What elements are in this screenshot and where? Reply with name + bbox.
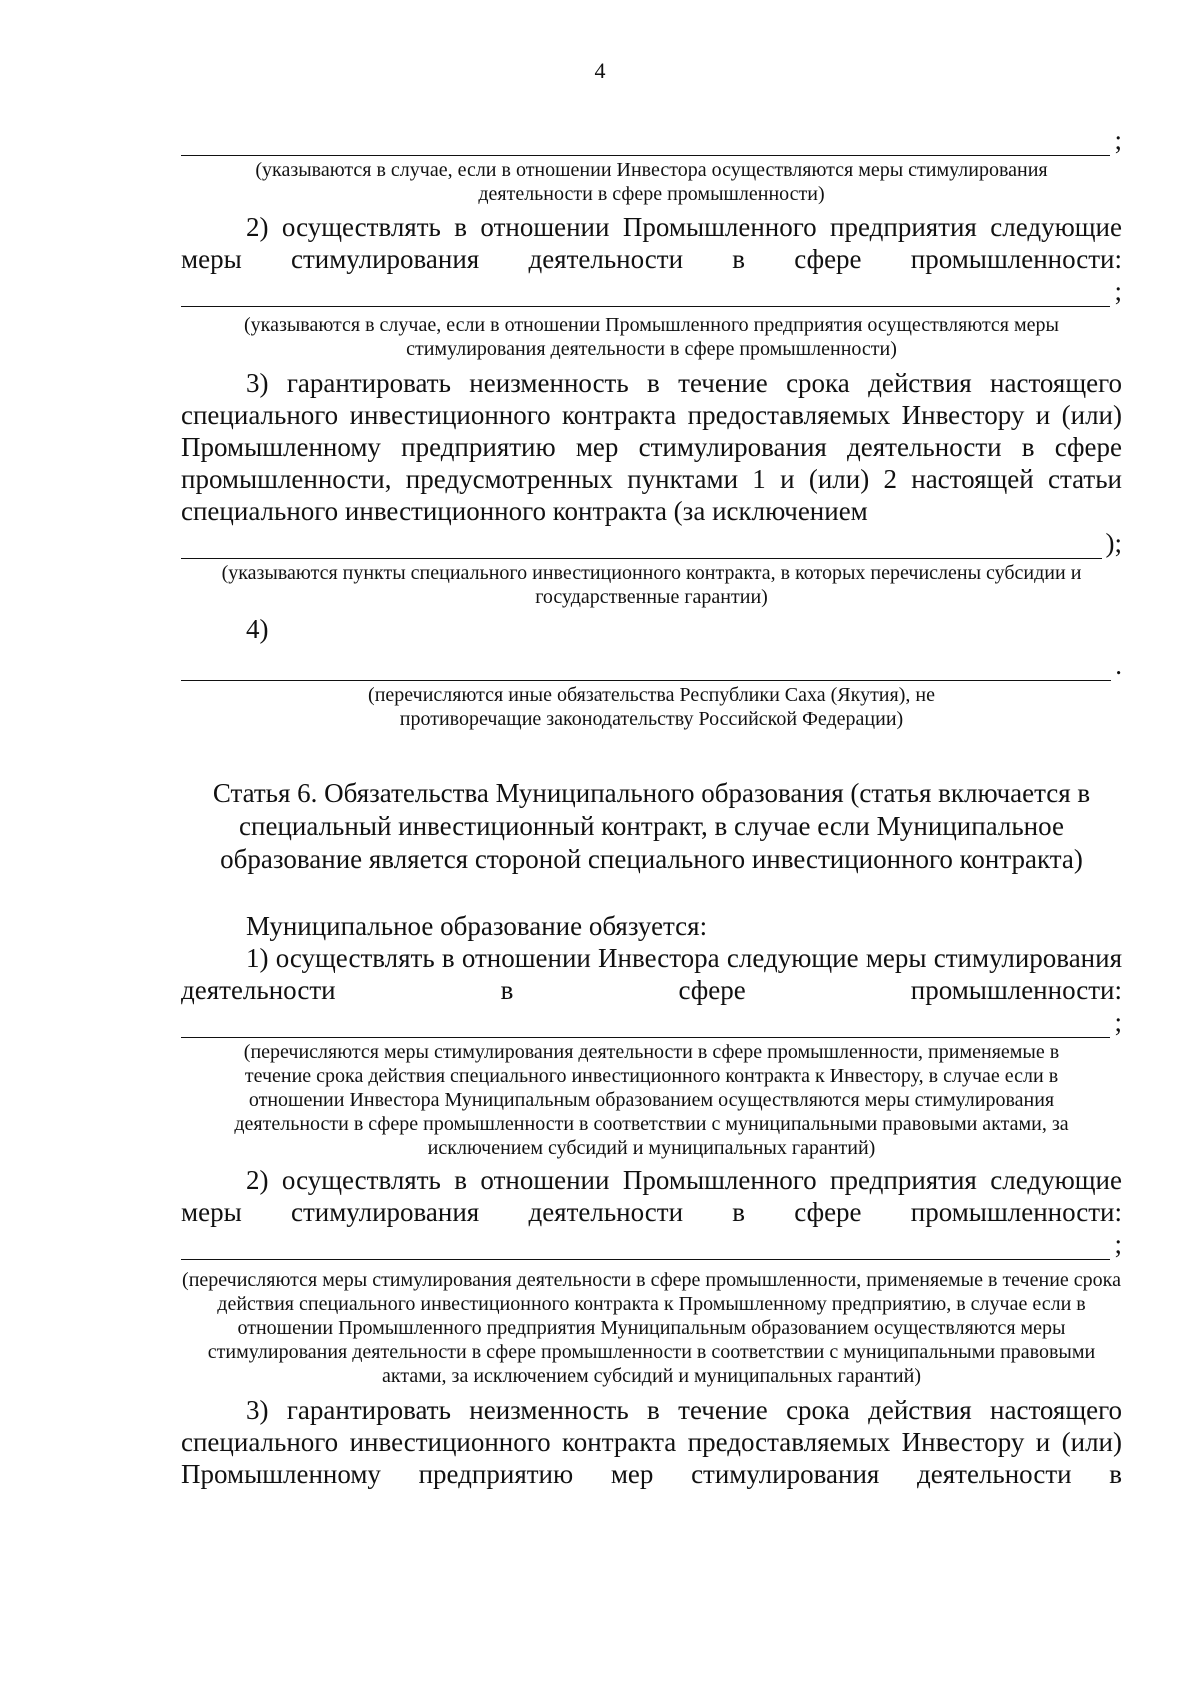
page-number: 4 xyxy=(594,58,606,83)
blank-line-1: ; xyxy=(181,124,1122,156)
note-4: (перечисляются иные обязательства Республики Саха (Якутия), не противоречащие законодательству Российской Федерации) xyxy=(368,684,935,730)
item-3: 3) гарантировать неизменность в течение срока действия настоящего специального инвестиционного контракта предоставляемых Инвестору и (или) Промышленному предприятию мер стимулирования деятельности в сфере промышленности, предусмотренных пунктами 1 и (или) 2 настоящей статьи специального инвестиционного контракта (за исключением xyxy=(181,368,1122,526)
note-3: (указываются пункты специального инвестиционного контракта, в которых перечислены субсидии и государственные гарантии) xyxy=(221,562,1082,608)
obligations-republic-block xyxy=(181,124,1122,731)
article-6-item-1: 1) осуществлять в отношении Инвестора следующие меры стимулирования деятельности в сфере промышленности: xyxy=(181,943,1122,1005)
article-6-intro: Муниципальное образование обязуется: xyxy=(246,911,708,941)
note-2: (указываются в случае, если в отношении Промышленного предприятия осуществляются меры стимулирования деятельности в сфере промышленности) xyxy=(244,314,1059,360)
blank-underline xyxy=(181,1011,1110,1038)
item-2: 2) осуществлять в отношении Промышленного предприятия следующие меры стимулирования деятельности в сфере промышленности: xyxy=(181,212,1122,274)
article-6-item-3: 3) гарантировать неизменность в течение срока действия настоящего специального инвестиционного контракта предоставляемых Инвестору и (или) Промышленному предприятию мер стимулирования деятельности в xyxy=(181,1395,1122,1489)
note-1: (указываются в случае, если в отношении Инвестора осуществляются меры стимулирования деятельности в сфере промышленности) xyxy=(255,159,1048,205)
article-6-body xyxy=(181,910,1122,1490)
article-6-heading: Статья 6. Обязательства Муниципального образования (статья включается в специальный инвестиционный контракт, в случае если Муниципальное образование является стороной специального инвестиционного контракта) xyxy=(212,778,1091,874)
article-6-item-2: 2) осуществлять в отношении Промышленного предприятия следующие меры стимулирования деятельности в сфере промышленности: xyxy=(181,1165,1122,1227)
article-6-heading-wrap xyxy=(176,777,1127,876)
blank-underline xyxy=(181,654,1111,681)
blank-underline xyxy=(181,532,1102,559)
note-5: (перечисляются меры стимулирования деятельности в сфере промышленности, применяемые в течение срока действия специального инвестиционного контракта к Инвестору, в случае если в отношении Инвестора Муниципальным образованием осуществляются меры стимулирования деятельности в сфере промышленности в соответствии с муниципальными правовыми актами, за исключением субсидий и муниципальных гарантий) xyxy=(234,1041,1069,1159)
blank-line-6: ; xyxy=(181,1228,1122,1260)
blank-line-4: . xyxy=(181,649,1122,681)
blank-underline xyxy=(181,129,1110,156)
note-6: (перечисляются меры стимулирования деятельности в сфере промышленности, применяемые в течение срока действия специального инвестиционного контракта к Промышленному предприятию, в случае если в отношении Промышленного предприятия Муниципальным образованием осуществляются меры стимулирования деятельности в сфере промышленности в соответствии с муниципальными правовыми актами, за исключением субсидий и муниципальных гарантий) xyxy=(182,1269,1121,1387)
item-4: 4) xyxy=(246,614,269,644)
blank-line-2: ; xyxy=(181,275,1122,307)
blank-underline xyxy=(181,1233,1110,1260)
blank-underline xyxy=(181,280,1110,307)
blank-line-3: ); xyxy=(181,527,1122,559)
blank-line-5: ; xyxy=(181,1006,1122,1038)
